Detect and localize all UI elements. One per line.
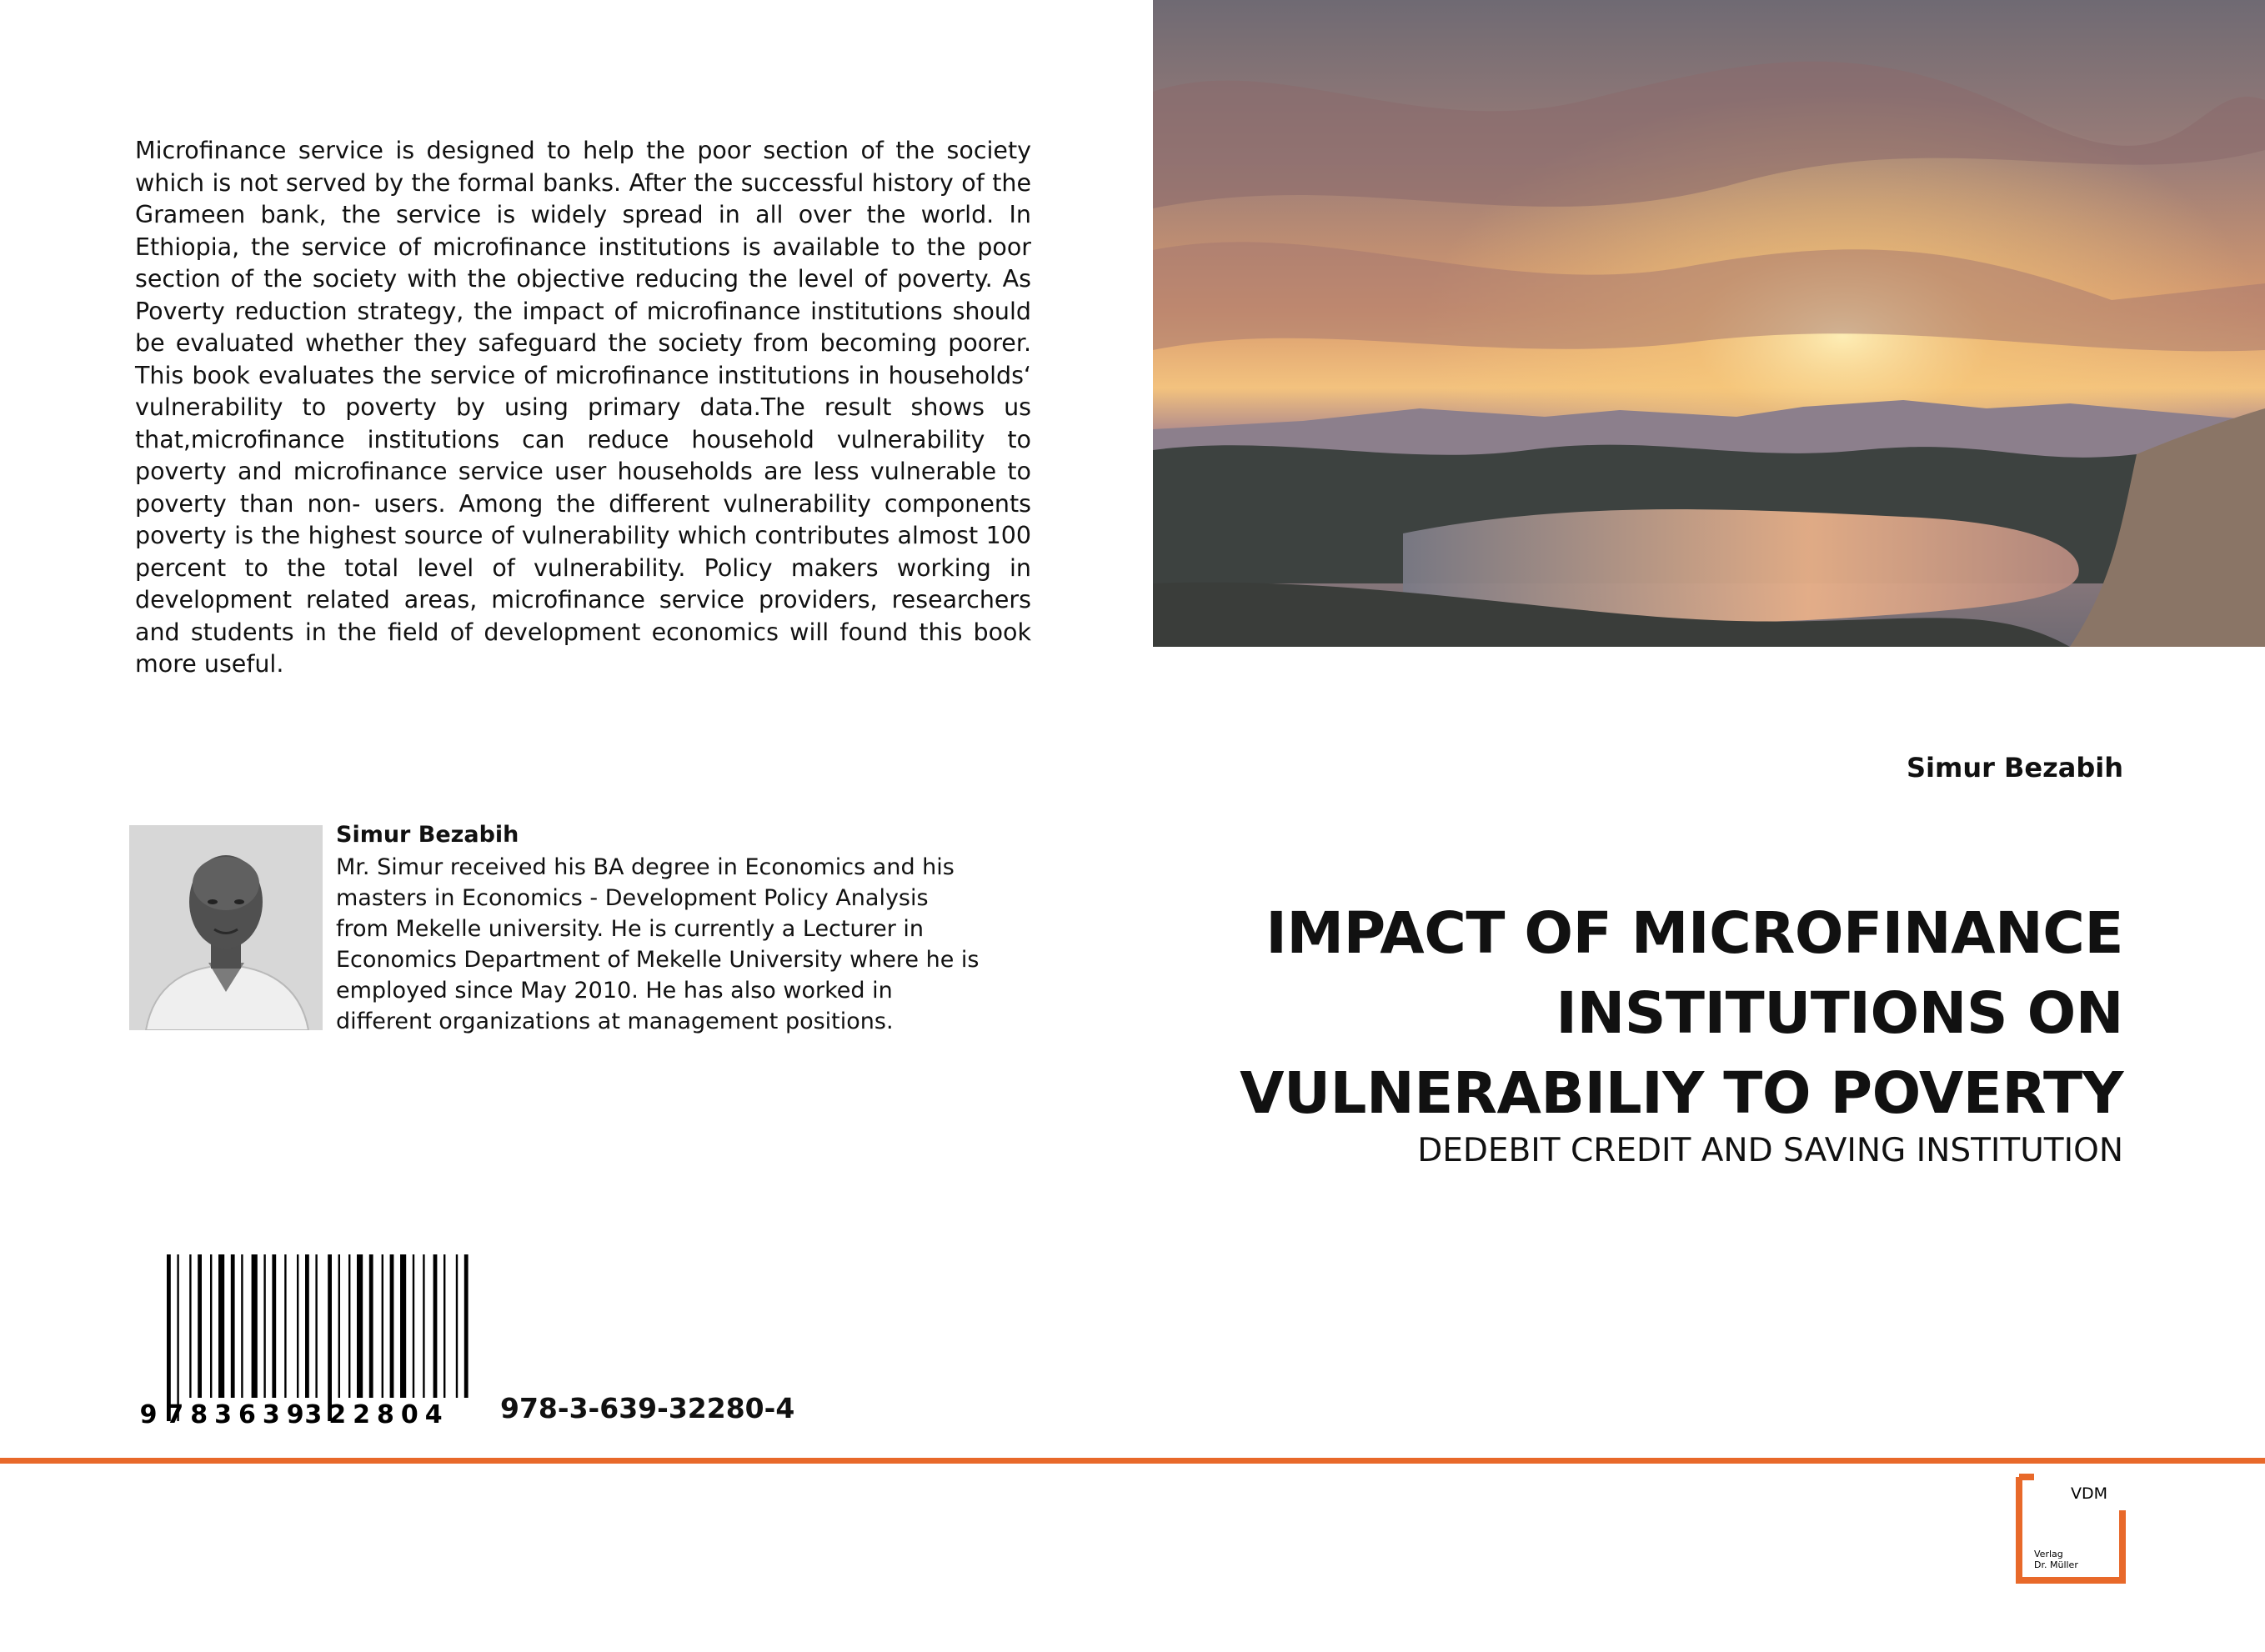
barcode-bar xyxy=(189,1254,191,1398)
barcode-bar xyxy=(357,1254,363,1398)
barcode-bar xyxy=(252,1254,258,1398)
barcode-bar xyxy=(263,1254,265,1398)
barcode-bar xyxy=(390,1254,394,1398)
orange-divider xyxy=(0,1458,2265,1464)
isbn-barcode xyxy=(138,1254,472,1429)
publisher-name: VDM xyxy=(2071,1484,2108,1503)
barcode-bar xyxy=(218,1254,224,1398)
barcode-bar xyxy=(464,1254,469,1398)
barcode-bar xyxy=(177,1254,178,1421)
title-line-3: VULNERABILIY TO POVERTY xyxy=(1240,1060,2123,1127)
cover-landscape-photo xyxy=(1153,0,2265,647)
barcode-bar xyxy=(443,1254,445,1398)
barcode-bar xyxy=(210,1254,212,1398)
barcode-bar xyxy=(423,1254,424,1398)
back-cover-blurb: Microfinance service is designed to help the poor section of the society which is not served by the formal banks. After the successful history of the Grameen bank, the service is widely spread in all over the world. In Ethiopia, the service of microfinance institutions is available to the poor section of the society with the objective reducing the level of poverty. As Poverty reduction strategy, the impact of microfinance institutions should be evaluated whether they safeguard the society from becoming poorer. This book evaluates the service of microfinance institutions in households‘ vulnerability to poverty by using primary data.The result shows us that,microfinance institutions can reduce household vulnerability to poverty and microfinance service user households are less vulnerable to poverty than non- users. Among the different vulnerability components poverty is the highest source of vulnerability which contributes almost 100 percent to the total level of vulnerability. Policy makers working in development related areas, microfinance service providers, researchers and students in the field of development economics will found this book more useful. xyxy=(135,137,1031,678)
publisher-line-1: Verlag xyxy=(2034,1549,2063,1559)
publisher-line-2: Dr. Müller xyxy=(2034,1559,2078,1570)
barcode-bar xyxy=(369,1254,373,1398)
barcode-bar xyxy=(348,1254,350,1398)
barcode-digits-left: 783639 xyxy=(166,1400,311,1429)
bio-author-name: Simur Bezabih xyxy=(336,822,519,848)
barcode-bar xyxy=(231,1254,235,1398)
barcode-bar xyxy=(167,1254,171,1421)
barcode-digit-lead: 9 xyxy=(139,1400,158,1429)
barcode-bar xyxy=(305,1254,309,1398)
author-portrait-photo xyxy=(129,825,323,1030)
barcode-bar xyxy=(284,1254,286,1398)
book-subtitle: DEDEBIT CREDIT AND SAVING INSTITUTION xyxy=(1417,1132,2123,1169)
barcode-bar xyxy=(456,1254,458,1398)
barcode-bar xyxy=(198,1254,202,1398)
title-line-1: IMPACT OF MICROFINANCE xyxy=(1265,900,2123,967)
barcode-digits-right: 322804 xyxy=(304,1400,449,1429)
barcode-bar xyxy=(413,1254,414,1398)
barcode-bar xyxy=(315,1254,317,1398)
book-title xyxy=(1123,894,2123,1134)
isbn-number: 978-3-639-32280-4 xyxy=(500,1392,795,1424)
barcode-bar xyxy=(272,1254,276,1398)
barcode-bar xyxy=(338,1254,340,1398)
publisher-logo xyxy=(2016,1474,2126,1584)
barcode-bar xyxy=(382,1254,383,1398)
barcode-bar xyxy=(328,1254,332,1421)
barcode-bar xyxy=(297,1254,298,1398)
author-bio: Mr. Simur received his BA degree in Economics and his masters in Economics - Development Policy Analysis from Mekelle university. He is currently a Lecturer in Economics Department of Mekelle University where he is employed since May 2010. He has also worked in different organizations at management positions. xyxy=(336,854,980,1034)
title-line-2: INSTITUTIONS ON xyxy=(1556,980,2123,1047)
barcode-bar xyxy=(433,1254,438,1398)
front-cover-author: Simur Bezabih xyxy=(1906,752,2123,783)
barcode-bar xyxy=(241,1254,243,1398)
barcode-bar xyxy=(400,1254,406,1398)
